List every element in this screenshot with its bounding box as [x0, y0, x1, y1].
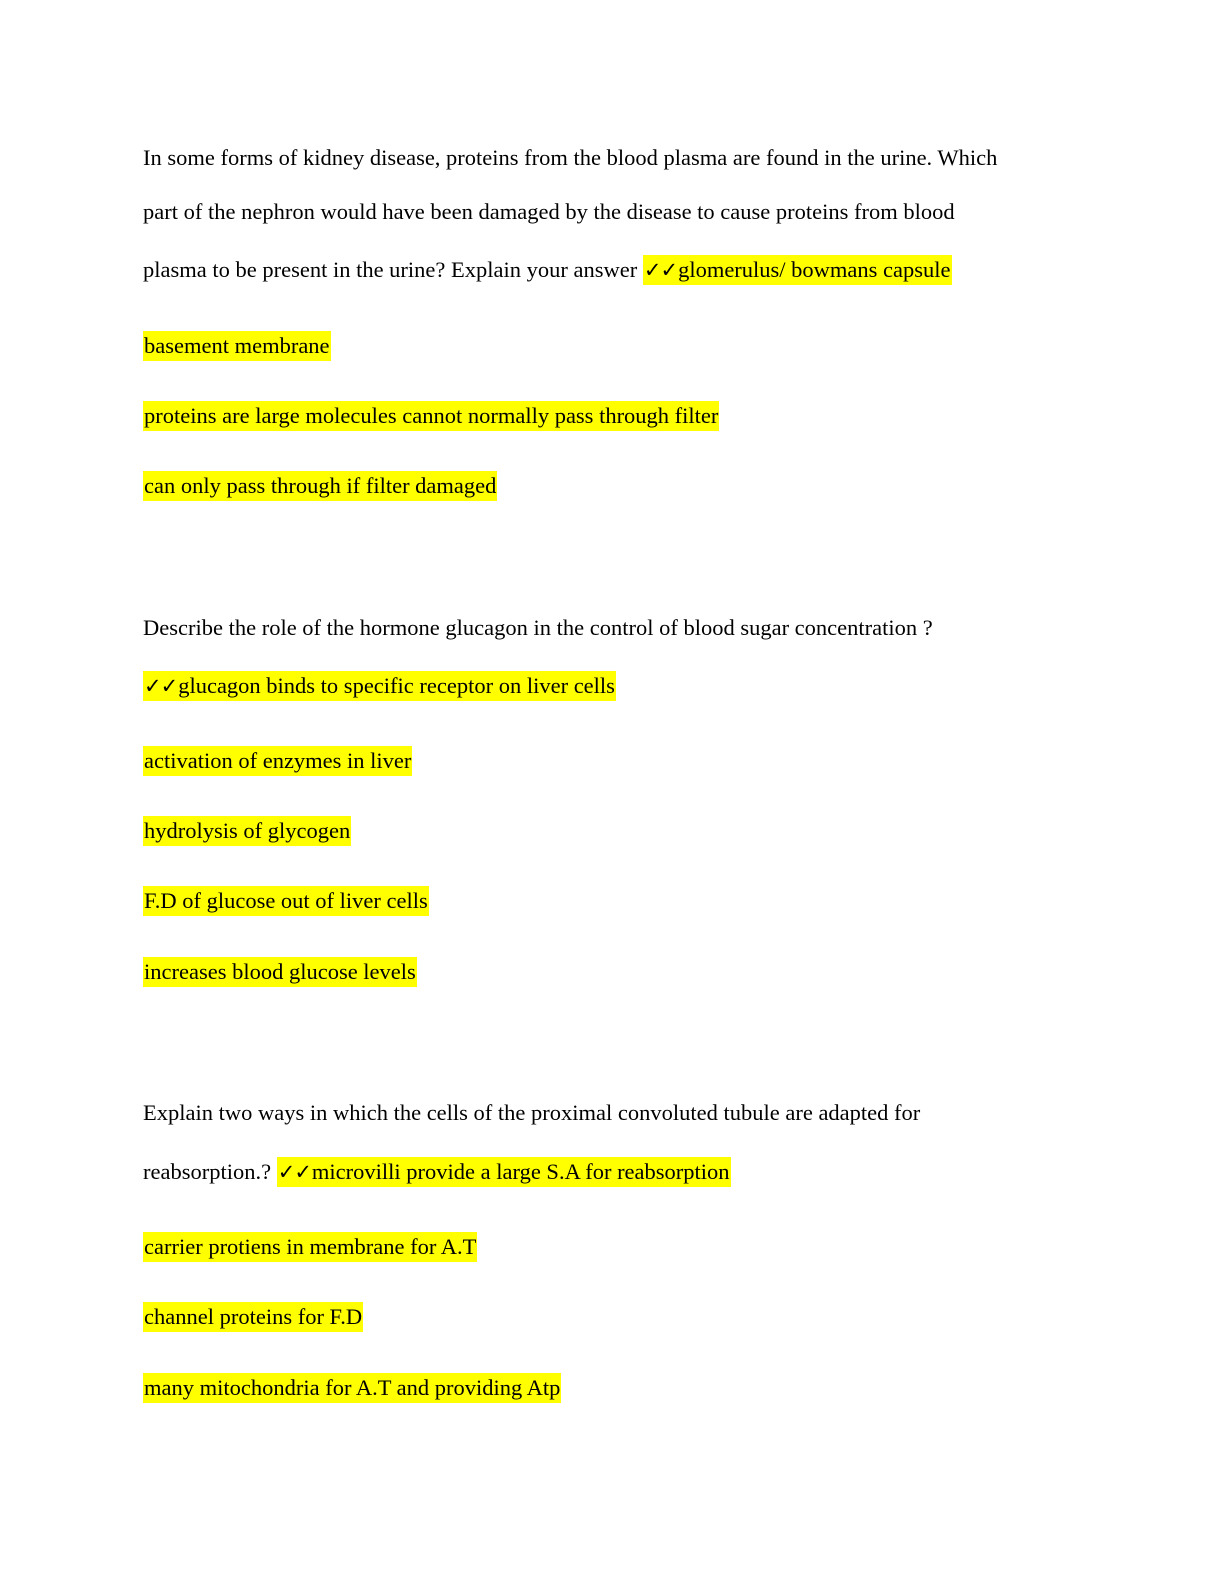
- q2-answer-first-highlight: [143, 671, 616, 701]
- q3-answer-3-text: many mitochondria for A.T and providing Atp: [143, 1373, 561, 1403]
- q3-line-1: Explain two ways in which the cells of the proximal convoluted tubule are adapted for: [143, 1100, 921, 1125]
- q1-answer-3-text: can only pass through if filter damaged: [143, 471, 497, 501]
- q2-answer-3: [143, 887, 429, 915]
- q1-answer-inline: [643, 255, 952, 285]
- q2-answer-4: [143, 958, 417, 986]
- q2-answer-2-text: hydrolysis of glycogen: [143, 816, 351, 846]
- q1-answer-1: [143, 332, 331, 360]
- q3-line-2: [143, 1158, 731, 1186]
- q3-answer-1-text: carrier protiens in membrane for A.T: [143, 1232, 477, 1262]
- q1-answer-inline-text: glomerulus/ bowmans capsule: [678, 257, 951, 282]
- q2-answer-1: [143, 747, 412, 775]
- q3-answer-3: [143, 1374, 561, 1402]
- q1-line-2: part of the nephron would have been damaged by the disease to cause proteins from blood: [143, 199, 955, 224]
- q1-line-3: [143, 256, 952, 284]
- q2-answer-3-text: F.D of glucose out of liver cells: [143, 886, 429, 916]
- q3-answer-inline: [277, 1157, 731, 1187]
- double-check-icon: ✓✓: [144, 674, 178, 698]
- q1-line-1: In some forms of kidney disease, proteins from the blood plasma are found in the urine. Which: [143, 145, 998, 170]
- q3-answer-inline-text: microvilli provide a large S.A for reabsorption: [311, 1159, 730, 1184]
- double-check-icon: ✓✓: [643, 258, 678, 282]
- q3-line-2-text: reabsorption.?: [143, 1159, 277, 1184]
- q2-answer-first-text: glucagon binds to specific receptor on liver cells: [178, 673, 615, 698]
- q2-answer-first: [143, 672, 616, 700]
- q1-answer-3: [143, 472, 497, 500]
- q2-answer-2: [143, 817, 351, 845]
- q3-answer-2-text: channel proteins for F.D: [143, 1302, 363, 1332]
- q2-answer-4-text: increases blood glucose levels: [143, 957, 417, 987]
- q3-answer-1: [143, 1233, 477, 1261]
- q1-answer-1-text: basement membrane: [143, 331, 331, 361]
- q3-answer-2: [143, 1303, 363, 1331]
- double-check-icon: ✓✓: [277, 1160, 311, 1184]
- q1-answer-2: [143, 402, 719, 430]
- q1-answer-2-text: proteins are large molecules cannot normally pass through filter: [143, 401, 719, 431]
- q2-answer-1-text: activation of enzymes in liver: [143, 746, 412, 776]
- q1-line-3-text: plasma to be present in the urine? Explain your answer: [143, 257, 643, 282]
- q2-line-1: Describe the role of the hormone glucagon in the control of blood sugar concentration ?: [143, 615, 933, 640]
